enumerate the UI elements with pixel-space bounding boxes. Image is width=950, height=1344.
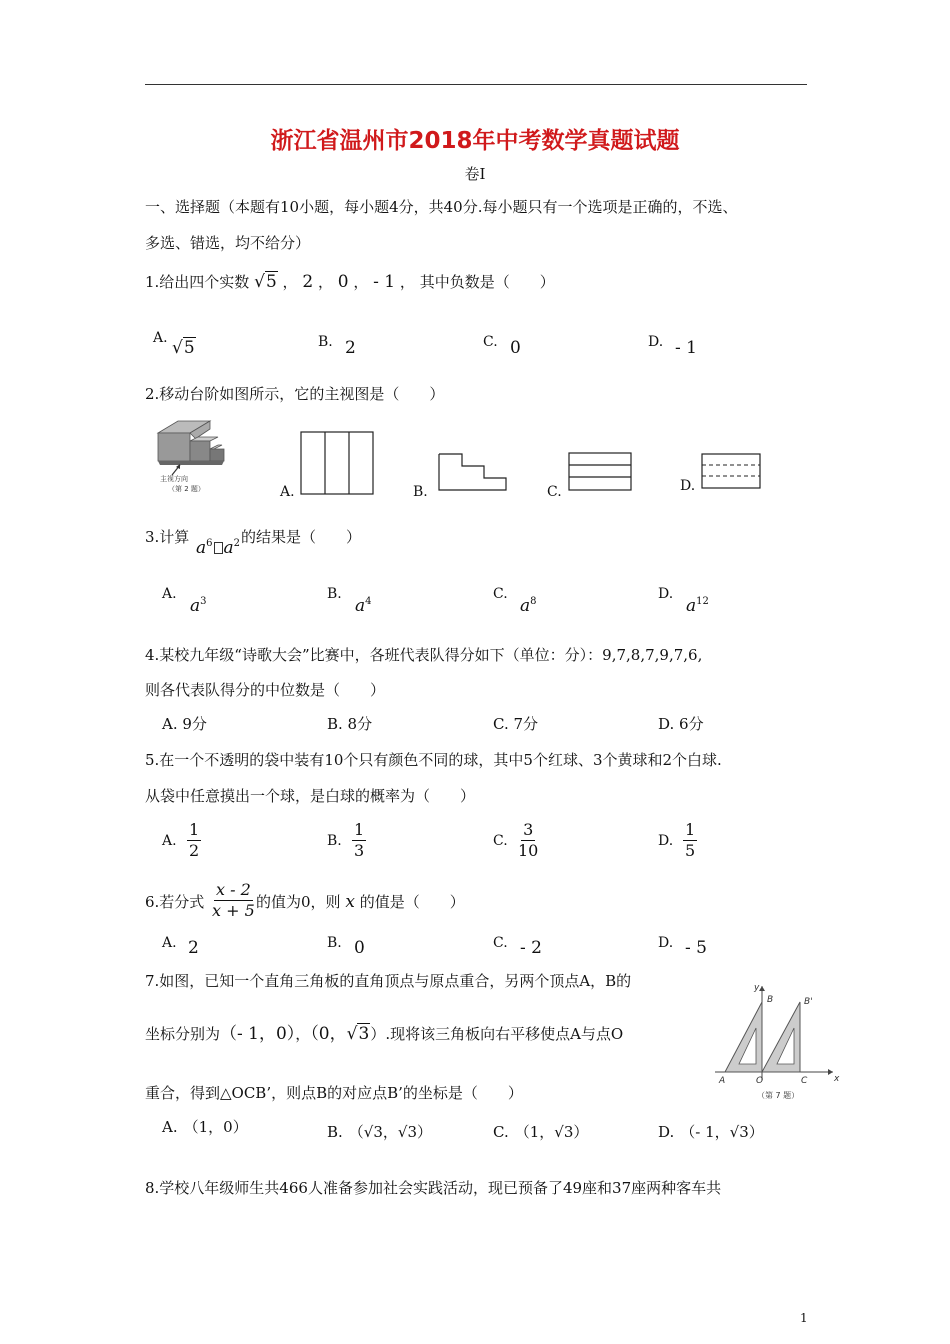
- q5-option-d: D.: [658, 833, 674, 849]
- q1-option-a-value: √5: [172, 338, 195, 358]
- q4-option-c: C. 7分: [493, 715, 539, 733]
- q2-option-b-figure: [438, 452, 508, 492]
- triangle-figure: [705, 980, 840, 1105]
- q3-option-c: C.: [493, 586, 508, 602]
- q1-option-a: A.: [153, 330, 168, 346]
- q1-option-d-value: - 1: [675, 338, 697, 358]
- svg-text:A: A: [719, 1076, 726, 1086]
- q1-option-d: D.: [648, 334, 664, 350]
- q6-option-a-value: 2: [188, 938, 199, 958]
- q5-option-c: C.: [493, 833, 508, 849]
- page-number: 1: [800, 1311, 808, 1325]
- q5-option-a-fraction: $\frac{1}{2}$: [189, 820, 200, 860]
- question-1: 1.给出四个实数 √5 ， 2 ， 0 ， - 1 ， 其中负数是（ ）: [145, 272, 555, 292]
- q7-option-c: C. （1，√3）: [493, 1123, 589, 1141]
- q6-option-b: B.: [327, 935, 342, 951]
- q1-option-c: C.: [483, 334, 498, 350]
- q5-option-a: A.: [162, 833, 177, 849]
- q6-fraction: $\frac{x - 2}{x + 5}$: [212, 880, 255, 920]
- q2-option-d-figure: [700, 452, 762, 490]
- q2-option-c-figure: [568, 452, 632, 492]
- svg-text:O: O: [756, 1076, 764, 1086]
- svg-text:C: C: [801, 1076, 808, 1086]
- question-7-line2: 坐标分别为（- 1，0），（0，√3）.现将该三角板向右平移使点A与点O: [145, 1024, 624, 1044]
- q7-option-a: A. （1，0）: [162, 1118, 248, 1136]
- stairs-caption-number: （第 2 题）: [168, 485, 205, 493]
- q6-prefix: 6.若分式: [145, 893, 205, 911]
- q4-option-a: A. 9分: [162, 715, 207, 733]
- q6-option-c-value: - 2: [520, 938, 542, 958]
- q2-option-a-figure: [300, 431, 374, 495]
- header-rule: [145, 84, 807, 85]
- q2-option-c: C.: [547, 484, 562, 500]
- volume-label: 卷I: [464, 165, 486, 183]
- triangle-figure-caption: （第 7 题）: [757, 1091, 800, 1100]
- q3-expression: $a^6$ $a^2$: [196, 538, 241, 558]
- q4-option-d: D. 6分: [658, 715, 704, 733]
- q3-operator-glyph: [214, 542, 223, 554]
- q2-option-d: D.: [680, 478, 696, 494]
- svg-text:B': B': [804, 997, 813, 1007]
- svg-text:x: x: [834, 1074, 840, 1084]
- question-4-line2: 则各代表队得分的中位数是（ ）: [145, 681, 386, 699]
- q2-option-a: A.: [280, 484, 295, 500]
- section-heading-line2: 多选、错选，均不给分）: [145, 234, 311, 252]
- q7-option-d: D. （- 1，√3）: [658, 1123, 764, 1141]
- sqrt-5: √5: [254, 272, 277, 292]
- q3-option-d: D.: [658, 586, 674, 602]
- q1-option-b: B.: [318, 334, 333, 350]
- question-2: 2.移动台阶如图所示，它的主视图是（ ）: [145, 385, 445, 403]
- q4-option-b: B. 8分: [327, 715, 373, 733]
- page-title: 浙江省温州市2018年中考数学真题试题: [270, 128, 680, 154]
- q3-option-c-value: $a^8$: [520, 596, 537, 616]
- q5-option-d-fraction: $\frac{1}{5}$: [685, 820, 696, 860]
- q3-option-a-value: $a^3$: [190, 596, 207, 616]
- question-7-line1: 7.如图，已知一个直角三角板的直角顶点与原点重合，另两个顶点A，B的: [145, 972, 632, 990]
- stairs-caption-direction: 主视方向: [160, 475, 188, 483]
- q6-option-a: A.: [162, 935, 177, 951]
- question-7-line3: 重合，得到△OCB’，则点B的对应点B’的坐标是（ ）: [145, 1084, 523, 1102]
- q7-option-b: B. （√3，√3）: [327, 1123, 433, 1141]
- q3-option-a: A.: [162, 586, 177, 602]
- q5-option-b: B.: [327, 833, 342, 849]
- q6-option-d: D.: [658, 935, 674, 951]
- q2-option-b: B.: [413, 484, 428, 500]
- q3-option-b-value: $a^4$: [355, 596, 372, 616]
- q5-option-c-fraction: $\frac{3}{10}$: [518, 820, 539, 860]
- svg-text:B: B: [767, 995, 774, 1005]
- svg-text:y: y: [754, 983, 760, 993]
- q3-prefix: 3.计算: [145, 528, 190, 546]
- q6-option-c: C.: [493, 935, 508, 951]
- question-8-line1: 8.学校八年级师生共466人准备参加社会实践活动，现已预备了49座和37座两种客车共: [145, 1179, 722, 1197]
- q6-mid: 的值为0，则 x 的值是（ ）: [256, 892, 465, 912]
- q1-prefix: 1.给出四个实数: [145, 273, 250, 291]
- q6-option-b-value: 0: [354, 938, 365, 958]
- q6-option-d-value: - 5: [685, 938, 707, 958]
- q1-option-b-value: 2: [345, 338, 356, 358]
- question-5-line1: 5.在一个不透明的袋中装有10个只有颜色不同的球，其中5个红球、3个黄球和2个白球.: [145, 751, 722, 769]
- q6-var: x: [345, 892, 355, 912]
- q1-option-c-value: 0: [510, 338, 521, 358]
- question-5-line2: 从袋中任意摸出一个球，是白球的概率为（ ）: [145, 787, 476, 805]
- q3-suffix: 的结果是（ ）: [241, 528, 362, 546]
- section-heading-line1: 一、选择题（本题有10小题，每小题4分，共40分.每小题只有一个选项是正确的，不选、: [145, 198, 738, 216]
- question-4-line1: 4.某校九年级“诗歌大会”比赛中，各班代表队得分如下（单位：分）：9,7,8,7,9,7,6,: [145, 646, 703, 664]
- stairs-figure: [150, 413, 240, 495]
- q3-option-b: B.: [327, 586, 342, 602]
- q3-option-d-value: $a^{12}$: [686, 596, 709, 616]
- q5-option-b-fraction: $\frac{1}{3}$: [354, 820, 365, 860]
